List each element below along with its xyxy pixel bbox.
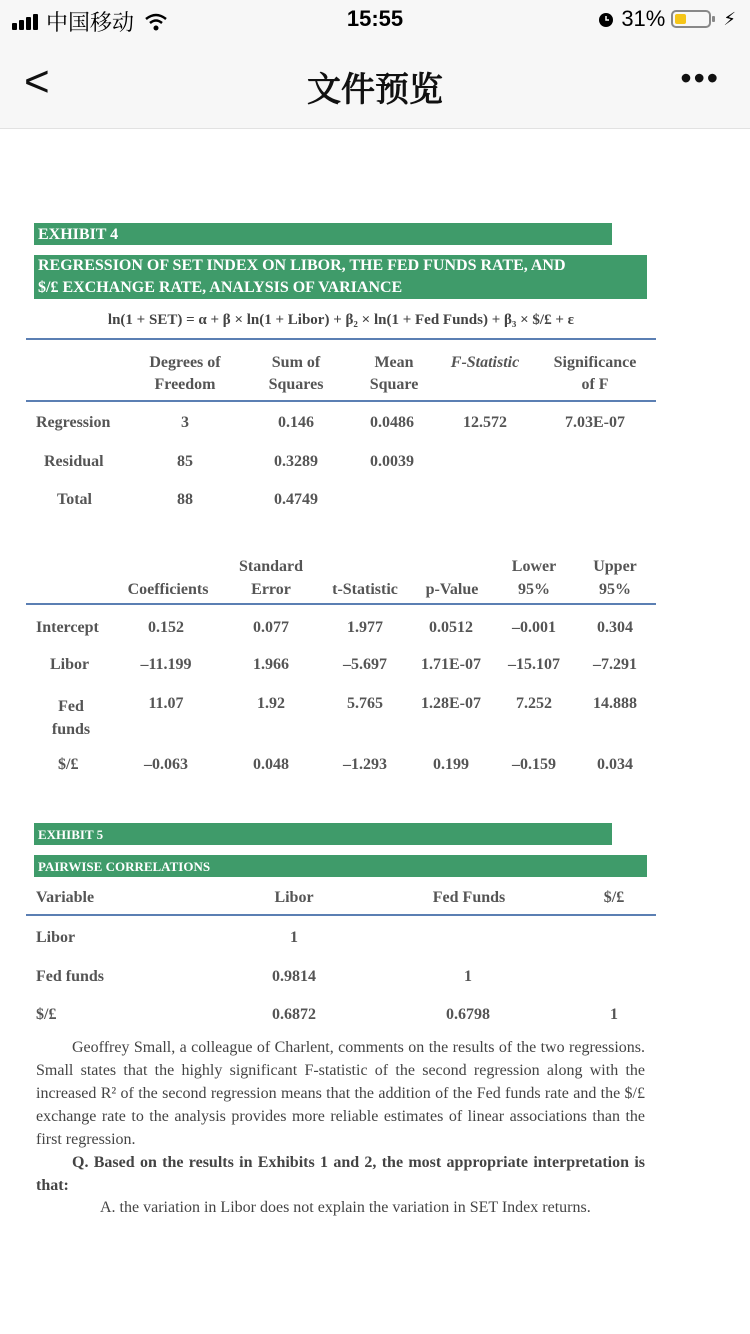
cell: 0.6798: [446, 1006, 490, 1023]
cell: 3: [181, 414, 189, 431]
header-line: Square: [369, 376, 419, 393]
cell: 7.252: [516, 695, 552, 712]
cell: 0.6872: [272, 1006, 316, 1023]
option-a[interactable]: A. the variation in Libor does not explain the variation in SET Index returns.: [100, 1199, 591, 1216]
exhibit5-title: PAIRWISE CORRELATIONS: [34, 855, 647, 877]
cell: 14.888: [593, 695, 637, 712]
row-label: Libor: [50, 656, 90, 673]
cell: 1.28E-07: [421, 695, 481, 712]
cell: –0.159: [512, 756, 556, 773]
exhibit4-label: EXHIBIT 4: [34, 223, 612, 245]
coef-header-lower: [496, 555, 572, 601]
cell: 0.0486: [370, 414, 414, 431]
row-label: Fed funds: [36, 968, 105, 985]
cell: 0.199: [433, 756, 469, 773]
anova-header-df: [130, 352, 240, 396]
header-line: F-Statistic: [450, 354, 520, 371]
row-label: Libor: [36, 929, 76, 946]
cell: 7.03E-07: [565, 414, 625, 431]
battery-percent: 31%: [621, 6, 666, 31]
cell: 0.048: [253, 756, 289, 773]
divider: [26, 603, 656, 605]
header-line: Error: [251, 581, 291, 598]
anova-header-sig: [540, 352, 650, 396]
divider: [26, 338, 656, 340]
row-label: Intercept: [36, 619, 99, 636]
exhibit4-title-line2: $/£ EXCHANGE RATE, ANALYSIS OF VARIANCE: [38, 279, 403, 296]
regression-equation: ln(1 + SET) = α + β × ln(1 + Libor) + β₂ × ln(1 + Fed Funds) + β₃ × $/£ + ε: [107, 312, 575, 328]
cell: 85: [177, 453, 193, 470]
battery-icon: [671, 10, 711, 28]
row-label-line: Fed: [58, 698, 84, 715]
exhibit4-title: [34, 255, 647, 299]
corr-header-fedfunds: Fed Funds: [432, 889, 506, 906]
status-time: 15:55: [346, 6, 404, 31]
header-line: p-Value: [425, 581, 479, 598]
header-line: Sum of: [271, 354, 321, 371]
row-label: $/£: [58, 756, 79, 773]
header-line: 95%: [599, 581, 631, 598]
header-line: t-Statistic: [332, 581, 398, 598]
cell: 0.0039: [370, 453, 414, 470]
cell: 1.71E-07: [421, 656, 481, 673]
commentary-paragraph: Geoffrey Small, a colleague of Charlent, comments on the results of the two regressions. Small states that the highly significant F-statistic of the second regression along with the increased R² of the second regression means that the addition of the Fed funds rate and the $/£ exchange rate to the analysis provides more reliable estimates of linear associations than the first regression.: [36, 1039, 645, 1148]
corr-header-libor: Libor: [274, 889, 314, 906]
header-line: Standard: [238, 558, 304, 575]
coef-header-coefficients: [118, 555, 218, 601]
exhibit5-label: EXHIBIT 5: [34, 823, 612, 845]
cell: –0.001: [512, 619, 556, 636]
cell: 0.304: [597, 619, 633, 636]
cell: 1.92: [257, 695, 285, 712]
cell: 0.0512: [429, 619, 473, 636]
header-line: Squares: [268, 376, 324, 393]
cell: –7.291: [593, 656, 637, 673]
anova-header-ms: [346, 352, 442, 396]
cell: 0.152: [148, 619, 184, 636]
divider: [26, 400, 656, 402]
header-line: Significance: [553, 354, 637, 371]
anova-header-f: [440, 352, 530, 374]
header-line: [322, 555, 408, 578]
row-label-line: funds: [51, 721, 91, 738]
cell: 88: [177, 491, 193, 508]
cell: 1.977: [347, 619, 383, 636]
cell: 11.07: [148, 695, 184, 712]
row-label: Regression: [36, 414, 111, 431]
coef-header-upper: [578, 555, 652, 601]
header-line: Mean: [374, 354, 414, 371]
page-title: 文件预览: [307, 71, 443, 109]
cell: 0.9814: [272, 968, 316, 985]
coef-header-tstat: [322, 555, 408, 601]
cell: 0.034: [597, 756, 633, 773]
header-line: of F: [581, 376, 609, 393]
row-label: Residual: [44, 453, 104, 470]
question-text: Q. Based on the results in Exhibits 1 and 2, the most appropriate interpretation is that:: [36, 1154, 645, 1194]
corr-header-variable: Variable: [36, 889, 95, 906]
cell: 5.765: [347, 695, 383, 712]
cell: –0.063: [144, 756, 188, 773]
cell: 1: [610, 1006, 618, 1023]
cell: 12.572: [463, 414, 507, 431]
nav-bar: [0, 40, 750, 129]
alarm-icon: [597, 10, 615, 28]
cell: –11.199: [140, 656, 192, 673]
row-label: $/£: [36, 1006, 57, 1023]
back-button[interactable]: <: [24, 57, 50, 106]
row-label: Total: [57, 491, 92, 508]
header-line: Freedom: [154, 376, 216, 393]
header-line: Lower: [511, 558, 557, 575]
carrier-name: 中国移动: [46, 10, 135, 35]
more-button[interactable]: •••: [680, 60, 720, 96]
cell: –15.107: [508, 656, 560, 673]
divider: [26, 914, 656, 916]
anova-header-ss: [246, 352, 346, 396]
cell: 0.4749: [274, 491, 318, 508]
header-line: Coefficients: [127, 581, 209, 598]
cell: 1: [464, 968, 472, 985]
coef-header-stderr: [226, 555, 316, 601]
corr-header-usd-gbp: $/£: [603, 889, 625, 906]
cell: 1: [290, 929, 298, 946]
cell: 0.077: [253, 619, 289, 636]
status-bar: [0, 0, 750, 40]
cell: –1.293: [343, 756, 387, 773]
coef-header-pvalue: [412, 555, 492, 601]
charging-icon: ⚡: [723, 8, 736, 29]
header-line: Upper: [593, 558, 637, 575]
cell: 0.146: [278, 414, 314, 431]
exhibit4-title-line1: REGRESSION OF SET INDEX ON LIBOR, THE FED FUNDS RATE, AND: [38, 257, 566, 274]
row-label: [36, 695, 106, 741]
header-line: 95%: [518, 581, 550, 598]
cell: –5.697: [343, 656, 387, 673]
header-line: [412, 555, 492, 578]
header-line: [118, 555, 218, 578]
cell: 1.966: [253, 656, 289, 673]
cell: 0.3289: [274, 453, 318, 470]
header-line: Degrees of: [149, 354, 221, 371]
